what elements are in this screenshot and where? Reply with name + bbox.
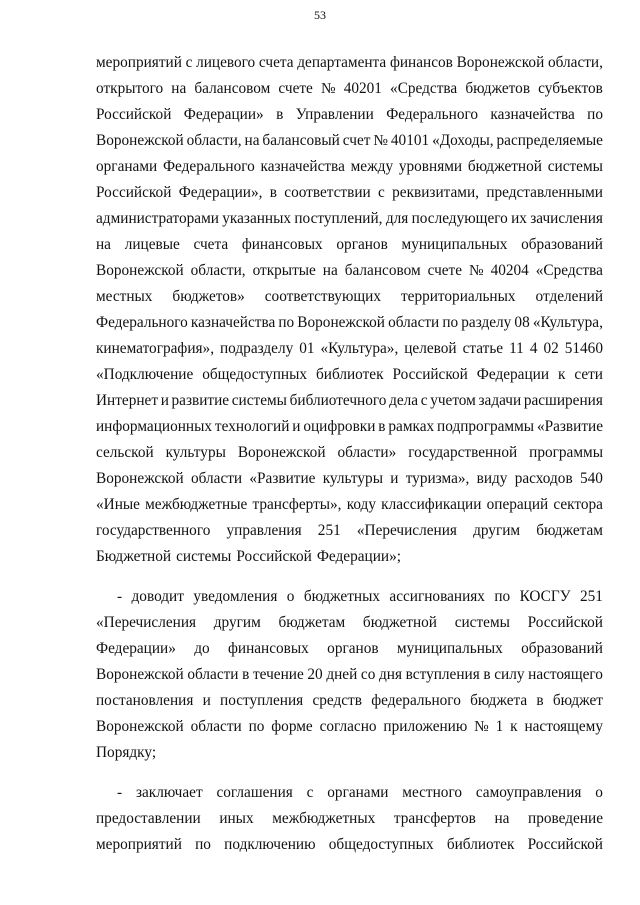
text-line: Федерации» до финансовых органов муниципальных образований bbox=[96, 640, 603, 657]
text-line: Российской Федерации», в соответствии с реквизитами, представленными bbox=[96, 184, 603, 201]
text-line: Федерального казначейства по Воронежской области по разделу 08 «Культура, bbox=[96, 314, 603, 331]
text-line: мероприятий по подключению общедоступных библиотек Российской bbox=[96, 836, 603, 853]
text-line: местных бюджетов» соответствующих территориальных отделений bbox=[96, 288, 603, 305]
text-line: Воронежской области «Развитие культуры и туризма», виду расходов 540 bbox=[96, 470, 603, 487]
text-line: Воронежской области по форме согласно приложению № 1 к настоящему bbox=[96, 718, 603, 735]
text-line: постановления и поступления средств федерального бюджета в бюджет bbox=[96, 692, 603, 709]
text-line: сельской культуры Воронежской области» государственной программы bbox=[96, 444, 603, 461]
text-line: информационных технологий и оцифровки в рамках подпрограммы «Развитие bbox=[96, 418, 603, 435]
text-line: администраторами указанных поступлений, для последующего их зачисления bbox=[96, 210, 603, 227]
text-line: кинематография», подразделу 01 «Культура», целевой статье 11 4 02 51460 bbox=[96, 340, 603, 357]
text-line: Порядку; bbox=[96, 744, 157, 761]
text-line: Воронежской области, на балансовый счет № 40101 «Доходы, распределяемые bbox=[96, 132, 603, 149]
text-line: Интернет и развитие системы библиотечного дела с учетом задачи расширения bbox=[96, 392, 603, 409]
text-line: мероприятий с лицевого счета департамента финансов Воронежской области, bbox=[96, 54, 603, 71]
text-line: Российской Федерации» в Управлении Федерального казначейства по bbox=[96, 106, 603, 123]
text-line: «Иные межбюджетные трансферты», коду классификации операций сектора bbox=[96, 496, 603, 513]
text-line: Бюджетной системы Российской Федерации»; bbox=[96, 548, 401, 565]
text-line: органами Федерального казначейства между уровнями бюджетной системы bbox=[96, 158, 603, 175]
text-line: «Подключение общедоступных библиотек Российской Федерации к сети bbox=[96, 366, 603, 383]
text-line: открытого на балансовом счете № 40201 «Средства бюджетов субъектов bbox=[96, 80, 603, 97]
text-line: предоставлении иных межбюджетных трансфертов на проведение bbox=[96, 810, 603, 827]
text-line: Воронежской области в течение 20 дней со дня вступления в силу настоящего bbox=[96, 666, 603, 683]
body-text bbox=[96, 50, 603, 858]
text-line: «Перечисления другим бюджетам бюджетной системы Российской bbox=[96, 614, 603, 631]
text-line: государственного управления 251 «Перечисления другим бюджетам bbox=[96, 522, 603, 539]
text-line: Воронежской области, открытые на балансовом счете № 40204 «Средства bbox=[96, 262, 603, 279]
text-line: - доводит уведомления о бюджетных ассигнованиях по КОСГУ 251 bbox=[117, 588, 603, 605]
text-line: - заключает соглашения с органами местного самоуправления о bbox=[117, 784, 603, 801]
page-number: 53 bbox=[314, 8, 326, 22]
text-line: на лицевые счета финансовых органов муниципальных образований bbox=[96, 236, 603, 253]
